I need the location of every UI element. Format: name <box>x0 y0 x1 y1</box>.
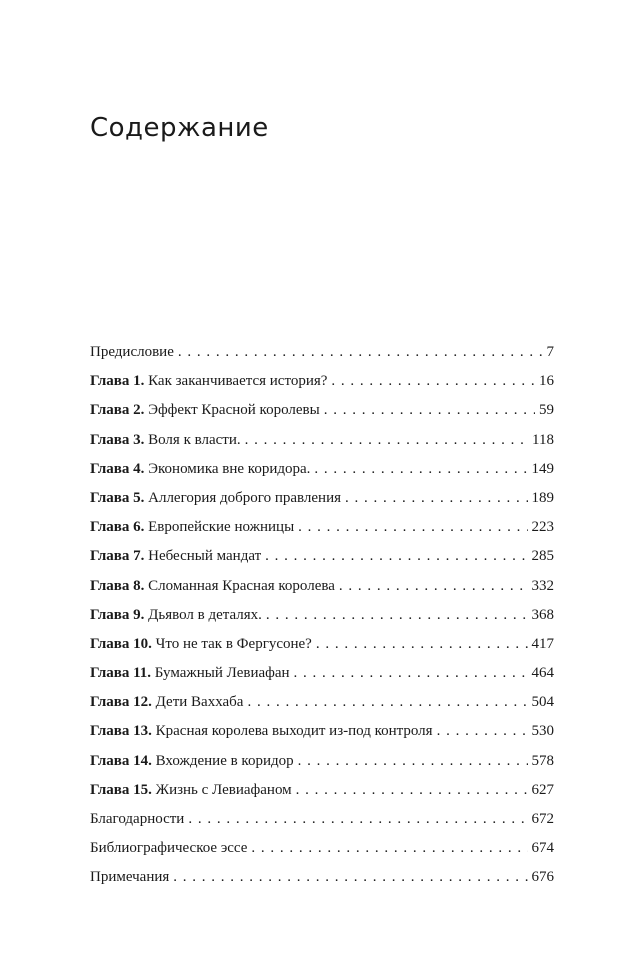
dot-leader <box>437 717 528 746</box>
chapter-number: Глава 5. <box>90 489 145 506</box>
toc-entry-title: Глава 7. Небесный мандат <box>90 548 262 565</box>
page-number: 149 <box>531 460 554 477</box>
page-number: 674 <box>531 840 554 857</box>
toc-entry-title: Глава 14. Вхождение в коридор <box>90 752 294 769</box>
chapter-number: Глава 8. <box>90 577 145 594</box>
chapter-number: Глава 10. <box>90 635 152 652</box>
toc-entry-title: Глава 1. Как заканчивается история? <box>90 373 328 390</box>
toc-entry[interactable] <box>90 484 554 513</box>
dot-leader <box>316 630 528 659</box>
chapter-number: Глава 6. <box>90 519 145 536</box>
chapter-number: Глава 12. <box>90 694 152 711</box>
toc-entry[interactable] <box>90 338 554 367</box>
page-number: 59 <box>539 402 554 419</box>
page-number: 504 <box>531 694 554 711</box>
dot-leader <box>294 659 528 688</box>
chapter-number: Глава 3. <box>90 431 145 448</box>
toc-entry-title: Примечания <box>90 869 170 886</box>
page-number: 530 <box>531 723 554 740</box>
toc-entry[interactable] <box>90 396 554 425</box>
table-of-contents <box>90 338 554 893</box>
dot-leader <box>245 426 528 455</box>
toc-entry-title: Глава 13. Красная королева выходит из-под контроля <box>90 723 433 740</box>
dot-leader <box>339 572 528 601</box>
chapter-number: Глава 2. <box>90 402 145 419</box>
page-number: 672 <box>531 811 554 827</box>
page-number: 464 <box>531 665 554 682</box>
dot-leader <box>296 776 528 805</box>
toc-entry-title: Глава 8. Сломанная Красная королева <box>90 577 335 594</box>
dot-leader <box>251 834 527 863</box>
toc-entry-title: Глава 4. Экономика вне коридора. <box>90 460 311 477</box>
chapter-number: Глава 9. <box>90 606 145 623</box>
toc-entry[interactable] <box>90 513 554 542</box>
page-number: 189 <box>531 489 554 506</box>
dot-leader <box>324 396 535 425</box>
toc-entry[interactable] <box>90 367 554 396</box>
toc-entry-title: Глава 5. Аллегория доброго правления <box>90 489 342 506</box>
toc-entry[interactable] <box>90 542 554 571</box>
dot-leader <box>298 513 527 542</box>
page-number: 627 <box>531 781 554 798</box>
toc-entry-title: Глава 12. Дети Ваххаба <box>90 694 244 711</box>
chapter-number: Глава 13. <box>90 723 152 740</box>
page-number: 285 <box>531 548 554 565</box>
toc-entry-title: Глава 6. Европейские ножницы <box>90 519 295 536</box>
toc-entry[interactable] <box>90 455 554 484</box>
page-number: 223 <box>531 519 554 536</box>
dot-leader <box>247 688 527 717</box>
toc-entry[interactable] <box>90 834 554 863</box>
toc-entry[interactable] <box>90 776 554 805</box>
chapter-number: Глава 4. <box>90 460 145 477</box>
page-number: 332 <box>531 577 554 594</box>
page-number: 7 <box>546 344 554 360</box>
toc-entry[interactable] <box>90 717 554 746</box>
chapter-number: Глава 11. <box>90 665 152 682</box>
toc-entry-title: Глава 9. Дьявол в деталях. <box>90 606 262 623</box>
dot-leader <box>173 863 527 892</box>
toc-entry[interactable] <box>90 630 554 659</box>
toc-entry[interactable] <box>90 659 554 688</box>
dot-leader <box>178 338 543 367</box>
chapter-number: Глава 1. <box>90 373 145 390</box>
toc-entry-title: Глава 2. Эффект Красной королевы <box>90 402 320 419</box>
dot-leader <box>345 484 527 513</box>
toc-entry[interactable] <box>90 863 554 892</box>
toc-entry-title: Глава 15. Жизнь с Левиафаном <box>90 781 292 798</box>
toc-entry[interactable] <box>90 747 554 776</box>
dot-leader <box>331 367 535 396</box>
toc-entry-title: Глава 3. Воля к власти. <box>90 431 241 448</box>
toc-entry-title: Благодарности <box>90 811 185 827</box>
toc-entry-title: Библиографическое эссе <box>90 840 248 857</box>
page-number: 16 <box>539 373 554 390</box>
dot-leader <box>298 747 528 776</box>
toc-entry[interactable] <box>90 688 554 717</box>
dot-leader <box>265 542 527 571</box>
toc-entry[interactable] <box>90 572 554 601</box>
page-number: 676 <box>531 869 554 886</box>
toc-entry-title: Глава 11. Бумажный Левиафан <box>90 665 290 682</box>
page-number: 578 <box>531 752 554 769</box>
dot-leader <box>188 805 527 834</box>
toc-entry[interactable] <box>90 805 554 834</box>
chapter-number: Глава 14. <box>90 752 152 769</box>
toc-entry-title: Глава 10. Что не так в Фергусоне? <box>90 635 312 652</box>
page-number: 417 <box>531 635 554 652</box>
chapter-number: Глава 15. <box>90 781 152 798</box>
page-number: 368 <box>531 606 554 623</box>
dot-leader <box>266 601 528 630</box>
chapter-number: Глава 7. <box>90 548 145 565</box>
toc-entry[interactable] <box>90 601 554 630</box>
page-number: 118 <box>532 431 554 448</box>
toc-entry[interactable] <box>90 426 554 455</box>
toc-entry-title: Предисловие <box>90 344 174 360</box>
page-title: Содержание <box>90 113 269 143</box>
dot-leader <box>314 455 527 484</box>
